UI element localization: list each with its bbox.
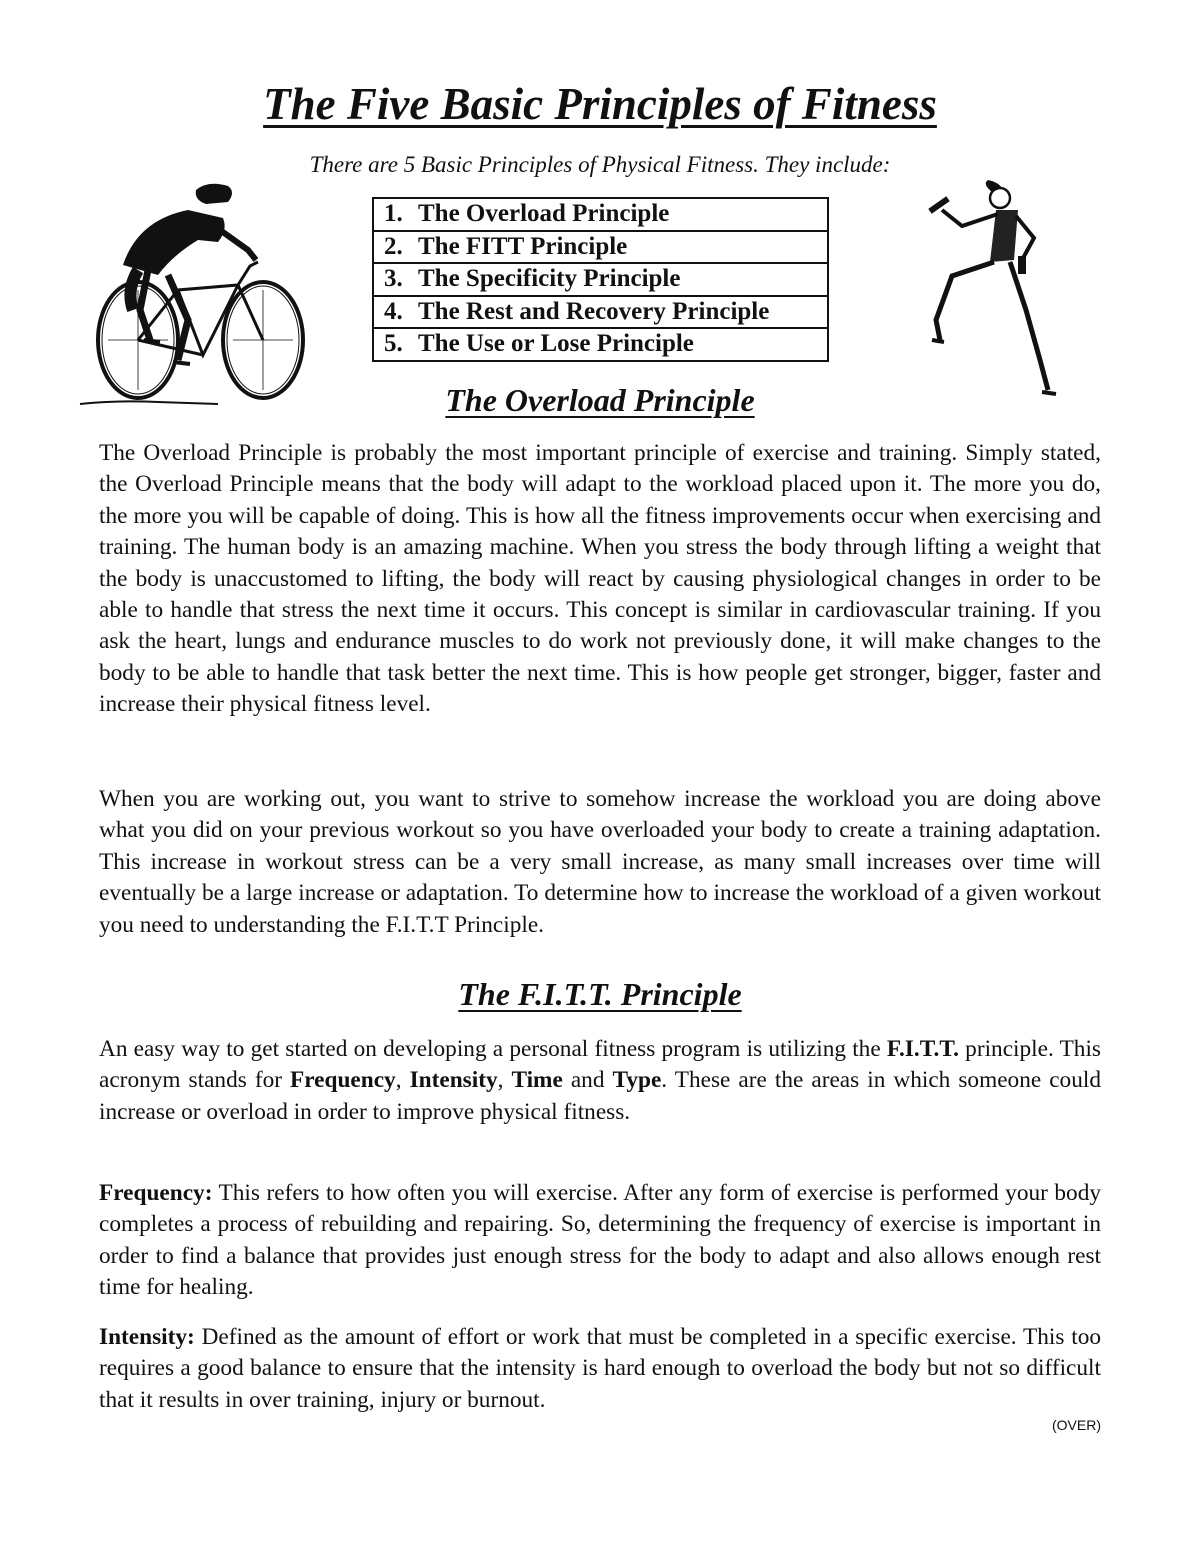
over-footer-note: (OVER) xyxy=(1052,1417,1101,1433)
page-title: The Five Basic Principles of Fitness xyxy=(263,79,937,129)
fitt-paragraph-intro: An easy way to get started on developing a personal fitness program is utilizing the F.I.T.T. principle. This acronym stands for Frequency, Intensity, Time and Type. These are the areas in which someone could increase or overload in order to improve physical fitness. xyxy=(99,1036,1101,1125)
intro-text: There are 5 Basic Principles of Physical Fitness. They include: xyxy=(309,152,891,177)
principle-item: 2. The FITT Principle xyxy=(374,232,827,265)
runner-with-dumbbells-icon xyxy=(922,180,1060,402)
cyclist-icon xyxy=(78,180,310,412)
intensity-paragraph: Intensity: Defined as the amount of effort or work that must be completed in a specific exercise. This too requires a good balance to ensure that the intensity is hard enough to overload the body but not so difficult that it results in over training, injury or burnout. xyxy=(99,1324,1101,1413)
principle-item: 5. The Use or Lose Principle xyxy=(374,329,827,362)
principles-list xyxy=(372,197,829,362)
overload-heading: The Overload Principle xyxy=(445,382,755,418)
overload-paragraph-1: The Overload Principle is probably the most important principle of exercise and training. Simply stated, the Overload Principle means that the body will adapt to the workload placed upon it. The more you do, the more you will be capable of doing. This is how all the fitness improvements occur when exercising and training. The human body is an amazing machine. When you stress the body through lifting a weight that the body is unaccustomed to lifting, the body will react by causing physiological changes in order to be able to handle that stress the next time it occurs. This concept is similar in cardiovascular training. If you ask the heart, lungs and endurance muscles to do work not previously done, it will make changes to the body to be able to handle that task better the next time. This is how people get stronger, bigger, faster and increase their physical fitness level. xyxy=(99,440,1101,718)
fitt-heading: The F.I.T.T. Principle xyxy=(458,976,742,1012)
principle-item: 1. The Overload Principle xyxy=(374,199,827,232)
frequency-paragraph: Frequency: This refers to how often you will exercise. After any form of exercise is performed your body completes a process of rebuilding and repairing. So, determining the frequency of exercise is important in order to find a balance that provides just enough stress for the body to adapt and also allows enough rest time for healing. xyxy=(99,1180,1101,1301)
principle-item: 3. The Specificity Principle xyxy=(374,264,827,297)
principle-item: 4. The Rest and Recovery Principle xyxy=(374,297,827,330)
overload-paragraph-2: When you are working out, you want to strive to somehow increase the workload you are doing above what you did on your previous workout so you have overloaded your body to create a training adaptation. This increase in workout stress can be a very small increase, as many small increases over time will eventually be a large increase or adaptation. To determine how to increase the workload of a given workout you need to understanding the F.I.T.T Principle. xyxy=(99,786,1101,938)
